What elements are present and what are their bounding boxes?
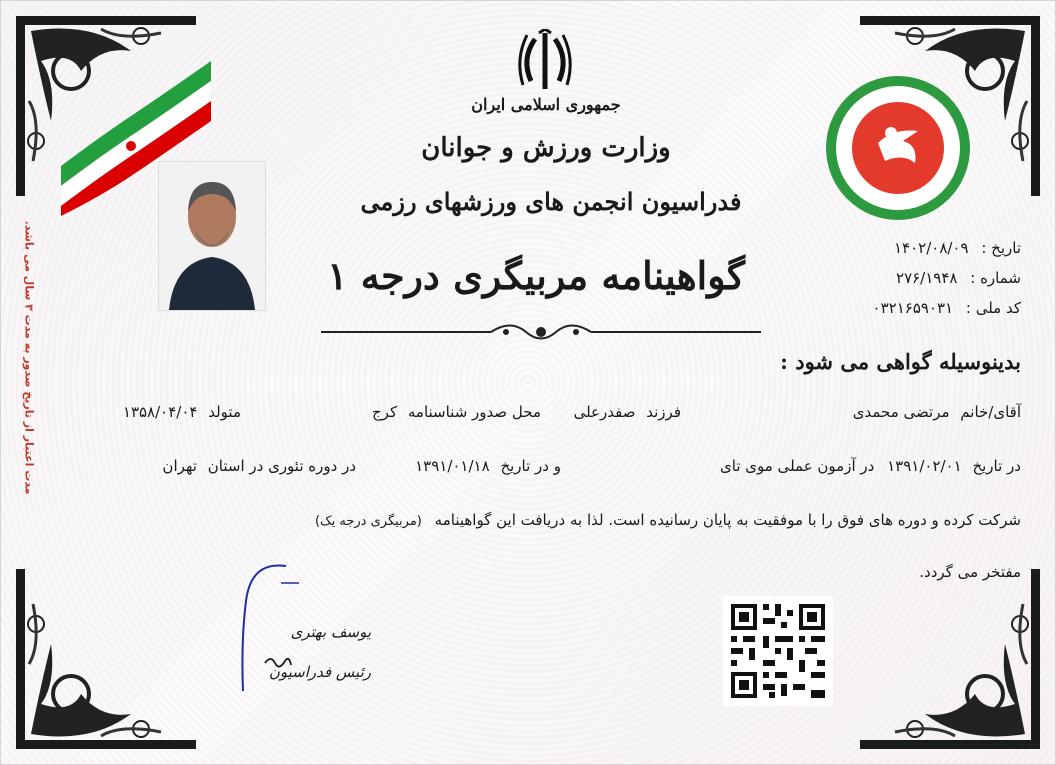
person-photo-icon bbox=[159, 162, 265, 310]
province: تهران bbox=[162, 457, 197, 475]
title-divider bbox=[321, 319, 761, 345]
practical-date-label: در تاریخ bbox=[972, 457, 1021, 475]
validity-note: مدت اعتبار از تاریخ صدور به مدت ۳ سال می باشد. bbox=[22, 220, 36, 495]
father-name: صفدرعلی bbox=[573, 403, 636, 421]
date-label: تاریخ : bbox=[981, 239, 1021, 257]
ministry-name: وزارت ورزش و جوانان bbox=[421, 133, 671, 163]
practical-row bbox=[691, 457, 1021, 475]
birth-date: ۱۳۵۸/۰۴/۰۴ bbox=[122, 403, 198, 421]
number-row bbox=[841, 269, 1021, 287]
completion-text: شرکت کرده و دوره های فوق را با موفقیت به پایان رسانیده است. لذا به دریافت این گواهینامه bbox=[434, 511, 1021, 529]
iran-emblem-icon bbox=[513, 29, 577, 93]
qr-code bbox=[723, 596, 833, 706]
number-value: ۲۷۶/۱۹۴۸ bbox=[896, 269, 958, 287]
person-row bbox=[831, 403, 1021, 421]
corner-ornament-bottom-right bbox=[855, 564, 1045, 754]
signatory-role: رئیس فدراسیون bbox=[268, 663, 371, 681]
theory-date: ۱۳۹۱/۰۱/۱۸ bbox=[415, 457, 490, 475]
national-id-label: کد ملی : bbox=[965, 299, 1021, 317]
father-label: فرزند bbox=[646, 403, 681, 421]
person-name: مرتضی محمدی bbox=[852, 403, 950, 421]
date-row bbox=[841, 239, 1021, 257]
practical-date: ۱۳۹۱/۰۲/۰۱ bbox=[887, 457, 962, 475]
birth-label: متولد bbox=[208, 403, 241, 421]
theory-course: در دوره تئوری در استان bbox=[207, 457, 356, 475]
intro-text: بدینوسیله گواهی می شود : bbox=[780, 349, 1021, 374]
person-label: آقای/خانم bbox=[960, 403, 1021, 421]
federation-name: فدراسیون انجمن های ورزشهای رزمی bbox=[360, 187, 742, 216]
issue-place-label: محل صدور شناسنامه bbox=[407, 403, 541, 421]
number-label: شماره : bbox=[970, 269, 1021, 287]
national-id-row bbox=[841, 299, 1021, 317]
issue-place-value: کرج bbox=[371, 403, 398, 421]
theory-date-row bbox=[371, 457, 561, 475]
theory-course-row bbox=[126, 457, 356, 475]
honor-text: مفتخر می گردد. bbox=[919, 563, 1021, 581]
federation-logo bbox=[823, 73, 973, 223]
date-value: ۱۴۰۲/۰۸/۰۹ bbox=[893, 239, 969, 257]
completion-row bbox=[181, 511, 1021, 529]
country-name: جمهوری اسلامی ایران bbox=[471, 95, 621, 114]
person-photo bbox=[158, 161, 266, 311]
theory-date-label: و در تاریخ bbox=[500, 457, 561, 475]
practical-exam: در آزمون عملی موی تای bbox=[720, 457, 875, 475]
qr-code-icon bbox=[723, 596, 833, 706]
completion-note: (مربیگری درجه یک) bbox=[314, 514, 422, 529]
issue-place-row bbox=[341, 403, 541, 421]
birth-row bbox=[81, 403, 241, 421]
corner-ornament-bottom-left bbox=[11, 564, 201, 754]
federation-logo-icon bbox=[823, 73, 973, 223]
national-id-value: ۰۳۲۱۶۵۹۰۳۱ bbox=[872, 299, 954, 317]
signatory-name: یوسف بهتری bbox=[290, 623, 371, 641]
certificate-title: گواهینامه مربیگری درجه ۱ bbox=[327, 253, 745, 298]
father-row bbox=[561, 403, 681, 421]
